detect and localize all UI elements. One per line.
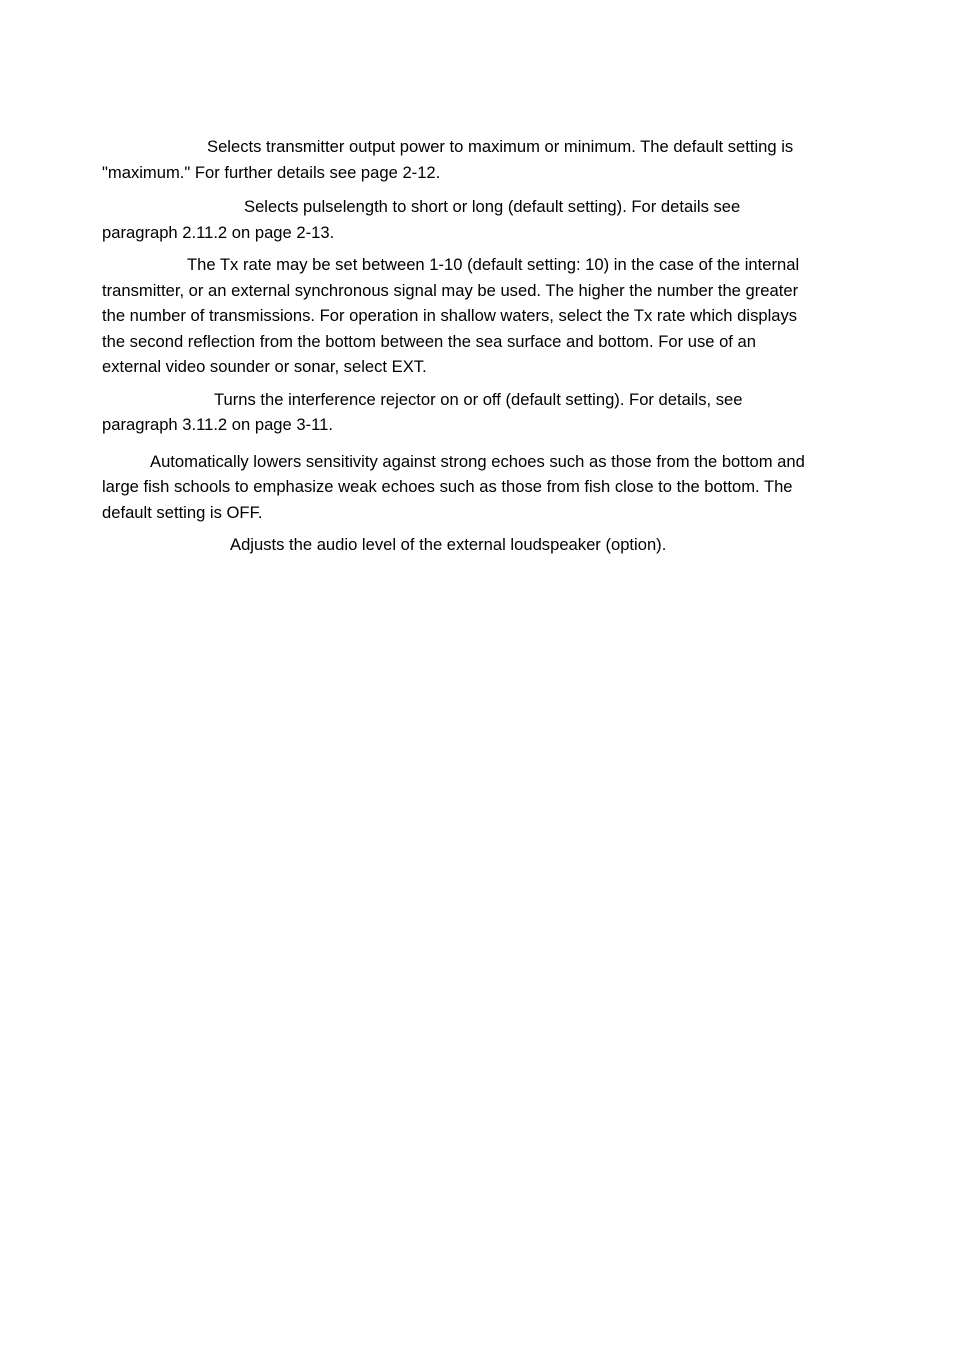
paragraph-line: external video sounder or sonar, select EXT.: [102, 357, 427, 376]
paragraph-line: Turns the interference rejector on or off (default setting). For details, see: [214, 389, 743, 409]
paragraph-line: large fish schools to emphasize weak echoes such as those from fish close to the bottom. The: [102, 477, 793, 496]
paragraph-audio-level: [102, 532, 852, 558]
paragraph-sensitivity: [102, 449, 852, 526]
paragraph-line: the number of transmissions. For operation in shallow waters, select the Tx rate which displays: [102, 306, 798, 325]
paragraph-line: the second reflection from the bottom between the sea surface and bottom. For use of an: [102, 331, 756, 351]
paragraph-line: Adjusts the audio level of the external loudspeaker (option).: [230, 535, 667, 554]
paragraph-line: Selects transmitter output power to maximum or minimum. The default setting is: [207, 137, 794, 156]
paragraph-line: paragraph 3.11.2 on page 3-11.: [102, 415, 333, 434]
paragraph-line: paragraph 2.11.2 on page 2-13.: [102, 222, 335, 242]
paragraph-interference-rejector: [102, 387, 852, 438]
paragraph-pulselength: [102, 194, 852, 245]
paragraph-line: The Tx rate may be set between 1-10 (default setting: 10) in the case of the internal: [187, 255, 800, 274]
paragraph-tx-rate: [102, 252, 852, 380]
menu-description-text: [102, 134, 852, 558]
paragraph-line: Automatically lowers sensitivity against strong echoes such as those from the bottom and: [150, 451, 805, 471]
paragraph-line: default setting is OFF.: [102, 502, 263, 522]
paragraph-line: "maximum." For further details see page 2-12.: [102, 162, 441, 182]
paragraph-tx-power: [102, 134, 852, 185]
paragraph-line: transmitter, or an external synchronous signal may be used. The higher the number the greater: [102, 280, 799, 300]
paragraph-line: Selects pulselength to short or long (default setting). For details see: [244, 197, 741, 216]
